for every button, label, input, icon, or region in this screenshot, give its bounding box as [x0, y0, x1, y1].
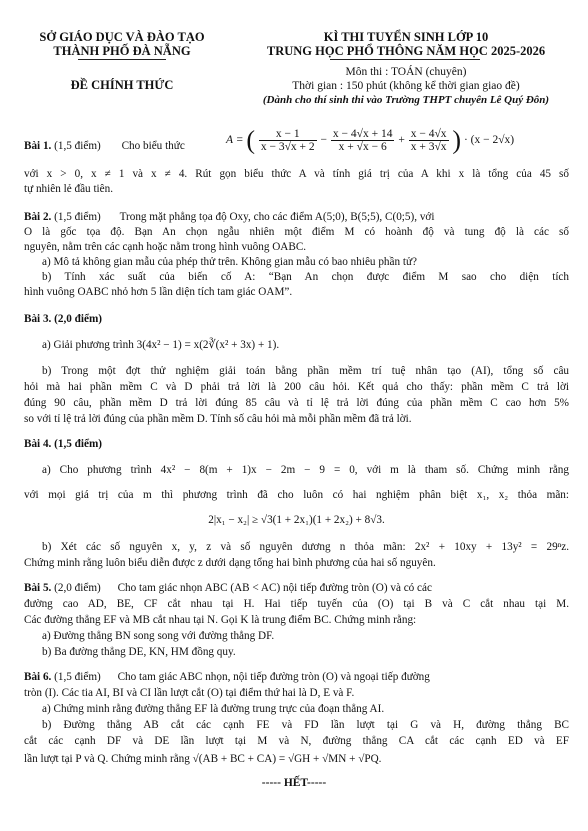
problem-6-part-a: a) Chứng minh rằng đường thẳng EF là đường trung trực của đoạn thẳng AI. — [42, 703, 385, 715]
problem-text: Cho tam giác nhọn ABC (AB < AC) nội tiếp đường tròn (O) và có các — [117, 582, 432, 594]
problem-2-line-6: hình vuông OABC nhỏ hơn 5 lần diện tích tam giác OAM”. — [24, 286, 293, 298]
fraction-2-denominator: x + √x − 6 — [338, 141, 387, 153]
problem-4-heading — [24, 438, 569, 451]
problem-6-part-b: b) Đường thẳng AB cắt các cạnh FE và FD lần lượt tại G và H, đường thẳng BC — [42, 719, 569, 731]
problem-5-line-3: Các đường thẳng EF và MB cắt nhau tại N. Gọi K là trung điểm BC. Chứng minh rằng: — [24, 614, 417, 626]
fraction-2-numerator: x − 4√x + 14 — [332, 128, 393, 140]
problem-4-inequality: 2|x₁ − x₂| ≥ √3(1 + 2x₁)(1 + 2x₂) + 8√3. — [208, 514, 385, 526]
problem-5-part-b: b) Ba đường thẳng DE, KN, HM đồng quy. — [42, 646, 236, 658]
formula-tail: · (x − 2√x) — [463, 134, 515, 147]
problem-5-part-a: a) Đường thẳng BN song song với đường thẳng DF. — [42, 630, 275, 642]
problem-4-line-2: với mọi giá trị của m thì phương trình đã cho luôn có hai nghiệm phân biệt x₁, x₂ thỏa mãn: — [24, 489, 569, 501]
formula-operator-1: − — [320, 134, 328, 147]
problem-6-line-6: lần lượt tại P và Q. Chứng minh rằng √(AB + BC + CA) = √GH + √MN + √PQ. — [24, 753, 382, 765]
fraction-1 — [259, 128, 317, 153]
header-underline-right — [330, 59, 480, 60]
header-underline-left — [78, 59, 166, 60]
problem-3-part-a: a) Giải phương trình 3(4x² − 1) = x(2∛(x² + 3x) + 1). — [42, 339, 280, 351]
problem-2-line-2: O là gốc tọa độ. Bạn An chọn ngẫu nhiên một điểm M có hoành độ và tung độ là các số — [24, 226, 569, 238]
problem-2-part-b: b) Tính xác suất của biến cố A: “Bạn An chọn được điểm M sao cho diện tích — [42, 271, 569, 283]
problem-3-heading — [24, 313, 569, 326]
fraction-3 — [409, 128, 449, 153]
formula-lhs: A = — [226, 134, 244, 147]
time-line: Thời gian : 150 phút (không kể thời gian giao đề) — [292, 80, 520, 92]
problem-4-part-a: a) Cho phương trình 4x² − 8(m + 1)x − 2m − 9 = 0, với m là tham số. Chứng minh rằng — [42, 464, 569, 476]
end-marker: ----- HẾT----- — [261, 777, 327, 789]
problem-label: Bài 3. — [24, 313, 52, 325]
problem-1-line-2: tự nhiên lẻ đầu tiên. — [24, 183, 114, 195]
problem-3-line-5: so với tỉ lệ trả lời đúng của phần mềm D. Tính số câu hỏi mà mỗi phần mềm đã trả lời. — [24, 413, 412, 425]
problem-points: (1,5 điểm) — [54, 211, 101, 223]
problem-points: (1,5 điểm) — [54, 671, 101, 683]
problem-2-line-3: nguyên, nằm trên các cạnh hoặc nằm trong hình vuông OABC. — [24, 241, 307, 253]
fraction-2 — [331, 128, 395, 153]
exam-title — [236, 30, 576, 58]
expression-A: A = ( $\frac{x - 1}{x - 3√x + 2}$ − $\frac{x - 4√x + 14}{x + √x - 6}$ + $\frac{x - 4√x}{x + 3√x}$ ) · (x − 2√x) — [226, 125, 515, 155]
problem-label: Bài 1. — [24, 140, 52, 152]
problem-text: Trong mặt phẳng tọa độ Oxy, cho các điểm A(5;0), B(5;5), C(0;5), với — [119, 211, 435, 223]
problem-text: Cho tam giác ABC nhọn, nội tiếp đường tròn (O) và ngoại tiếp đường — [117, 671, 430, 683]
fraction-3-numerator: x − 4√x — [410, 128, 447, 140]
problem-3-line-4: đúng 90 câu, phần mềm D trả lời đúng 85 câu và tỉ lệ trả lời đúng của phần mềm C cao hơn 5% — [24, 397, 569, 409]
fraction-1-numerator: x − 1 — [259, 128, 317, 141]
problem-6-line-1 — [24, 671, 569, 684]
department-name — [24, 30, 220, 58]
problem-points: (2,0 điểm) — [54, 313, 103, 325]
problem-label: Bài 6. — [24, 671, 52, 683]
exam-title-line-1: KÌ THI TUYỂN SINH LỚP 10 — [323, 30, 489, 44]
problem-label: Bài 2. — [24, 211, 52, 223]
problem-points: (1,5 điểm) — [54, 438, 103, 450]
problem-4-line-5: Chứng minh rằng luôn biểu diễn được z dưới dạng tổng hai bình phương của hai số nguyên. — [24, 557, 436, 569]
problem-label: Bài 4. — [24, 438, 52, 450]
problem-4-part-b: b) Xét các số nguyên x, y, z và số nguyên dương n thỏa mãn: 2x² + 10xy + 13y² = 29ⁿz. — [42, 541, 569, 553]
problem-5-line-2: đường cao AD, BE, CF cắt nhau tại H. Hai tiếp tuyến của (O) tại B và C cắt nhau tại M. — [24, 598, 569, 610]
subject-line: Môn thi : TOÁN (chuyên) — [345, 66, 467, 78]
problem-2-line-1 — [24, 211, 569, 224]
department-line-2: THÀNH PHỐ ĐÀ NẴNG — [53, 44, 191, 58]
problem-5-line-1 — [24, 582, 569, 595]
problem-3-part-b: b) Trong một đợt thử nghiệm giải toán bằng phần mềm trí tuệ nhân tạo (AI), tổng số câu — [42, 365, 569, 377]
audience-line: (Dành cho thí sinh thi vào Trường THPT chuyên Lê Quý Đôn) — [262, 94, 550, 106]
problem-points: (1,5 điểm) — [54, 140, 101, 152]
problem-3-line-3: hỏi mà hai phần mềm C và D phải trả lời là 200 câu hỏi. Kết quả cho thấy: phần mềm C trả lời — [24, 381, 569, 393]
official-label: ĐỀ CHÍNH THỨC — [70, 78, 174, 92]
fraction-1-denominator: x − 3√x + 2 — [260, 141, 315, 153]
fraction-3-denominator: x + 3√x — [410, 141, 447, 153]
problem-label: Bài 5. — [24, 582, 52, 594]
problem-1-line-1: với x > 0, x ≠ 1 và x ≠ 4. Rút gọn biểu thức A và tính giá trị của A khi x là tổng của 45 số — [24, 168, 569, 180]
problem-points: (2,0 điểm) — [54, 582, 101, 594]
formula-operator-2: + — [398, 134, 405, 147]
problem-6-line-2: tròn (I). Các tia AI, BI và CI lần lượt cắt (O) tại điểm thứ hai là D, E và F. — [24, 687, 355, 699]
problem-intro: Cho biểu thức — [121, 140, 185, 152]
department-line-1: SỞ GIÁO DỤC VÀ ĐÀO TẠO — [39, 30, 205, 44]
exam-title-line-2: TRUNG HỌC PHỔ THÔNG NĂM HỌC 2025-2026 — [266, 44, 546, 58]
problem-2-part-a: a) Mô tả không gian mẫu của phép thử trên. Không gian mẫu có bao nhiêu phần tử? — [42, 256, 417, 268]
problem-1-heading — [24, 140, 185, 152]
problem-6-line-5: cắt các cạnh DF và DE lần lượt tại M và N, đường thẳng CA cắt các cạnh ED và EF — [24, 735, 569, 747]
